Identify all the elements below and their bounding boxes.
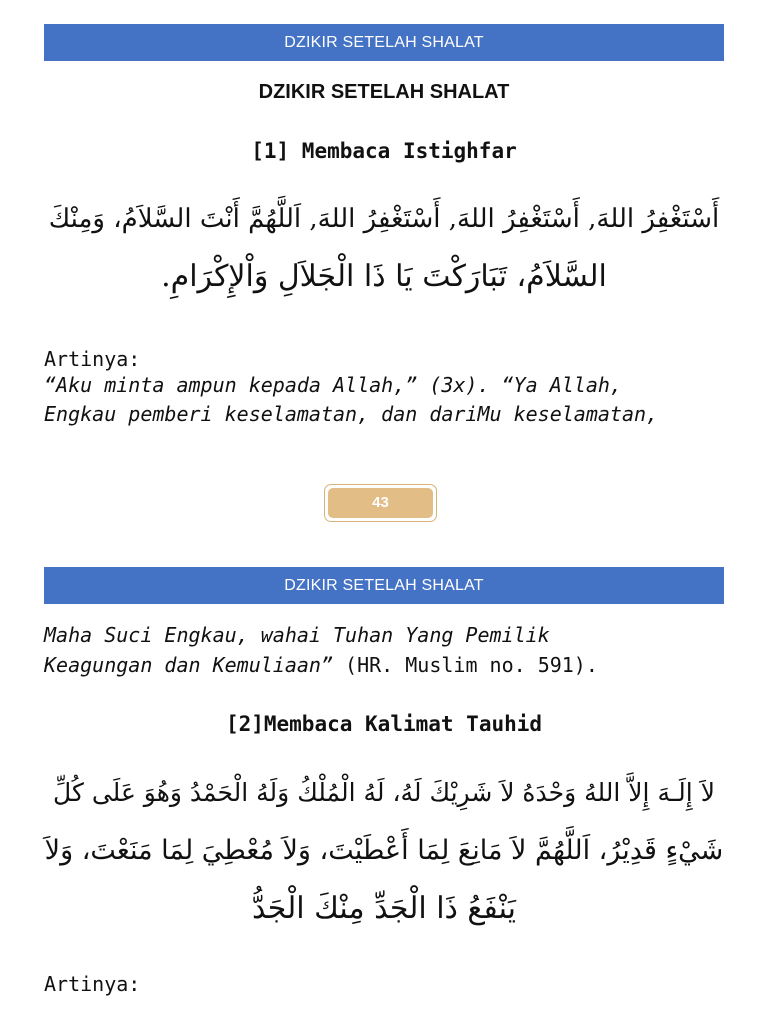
- document-title: DZIKIR SETELAH SHALAT: [258, 81, 510, 103]
- arabic-line: لاَ إِلَـهَ إِلاَّ اللهُ وَحْدَهُ لاَ شَرِيْكَ لَهُ، لَهُ الْمُلْكُ وَلَهُ الْحَمْدُ وَهُوَ عَلَى كُلِّ: [53, 778, 715, 807]
- meaning-text: Keagungan dan Kemuliaan”: [44, 653, 333, 677]
- page-number-badge: [324, 484, 437, 522]
- section-heading-tauhid: [2]Membaca Kalimat Tauhid: [225, 712, 543, 736]
- meaning-text: Maha Suci Engkau, wahai Tuhan Yang Pemilik: [44, 623, 550, 647]
- page-header-bar: [44, 24, 724, 61]
- meaning-continuation-line: [44, 653, 734, 677]
- meaning-text: “Aku minta ampun kepada Allah,” (3x). “Ya Allah,: [44, 373, 622, 397]
- meaning-text-line: [44, 373, 734, 397]
- header-label: DZIKIR SETELAH SHALAT: [284, 34, 484, 51]
- meaning-text: Engkau pemberi keselamatan, dan dariMu keselamatan,: [44, 402, 659, 426]
- arabic-line: أَسْتَغْفِرُ اللهَ, أَسْتَغْفِرُ اللهَ, أَسْتَغْفِرُ اللهَ, اَللَّهُمَّ أَنْتَ السَّلاَمُ، وَمِنْكَ: [48, 204, 720, 234]
- hadith-reference: (HR. Muslim no. 591).: [345, 653, 598, 677]
- arabic-text-tauhid: [44, 764, 724, 938]
- page-header-bar: [44, 567, 724, 604]
- arabic-line: شَيْءٍ قَدِيْرُ، اَللَّهُمَّ لاَ مَانِعَ لِمَا أَعْطَيْتَ، وَلاَ مُعْطِيَ لِمَا مَنَعْتَ، وَلاَ: [44, 835, 724, 866]
- meaning-label: Artinya:: [44, 347, 141, 371]
- meaning-text-line: [44, 402, 734, 426]
- meaning-label: Artinya:: [44, 972, 141, 996]
- section-heading-istighfar: [1] Membaca Istighfar: [251, 139, 517, 163]
- arabic-line: السَّلاَمُ، تَبَارَكْتَ يَا ذَا الْجَلاَلِ وَاْلإِكْرَامِ.: [161, 259, 607, 294]
- header-label: DZIKIR SETELAH SHALAT: [284, 577, 484, 594]
- arabic-text-istighfar: [44, 190, 724, 306]
- meaning-continuation-line: [44, 623, 734, 647]
- page-number: 43: [328, 488, 433, 518]
- arabic-line: يَنْفَعُ ذَا الْجَدِّ مِنْكَ الْجَدُّ: [252, 891, 516, 926]
